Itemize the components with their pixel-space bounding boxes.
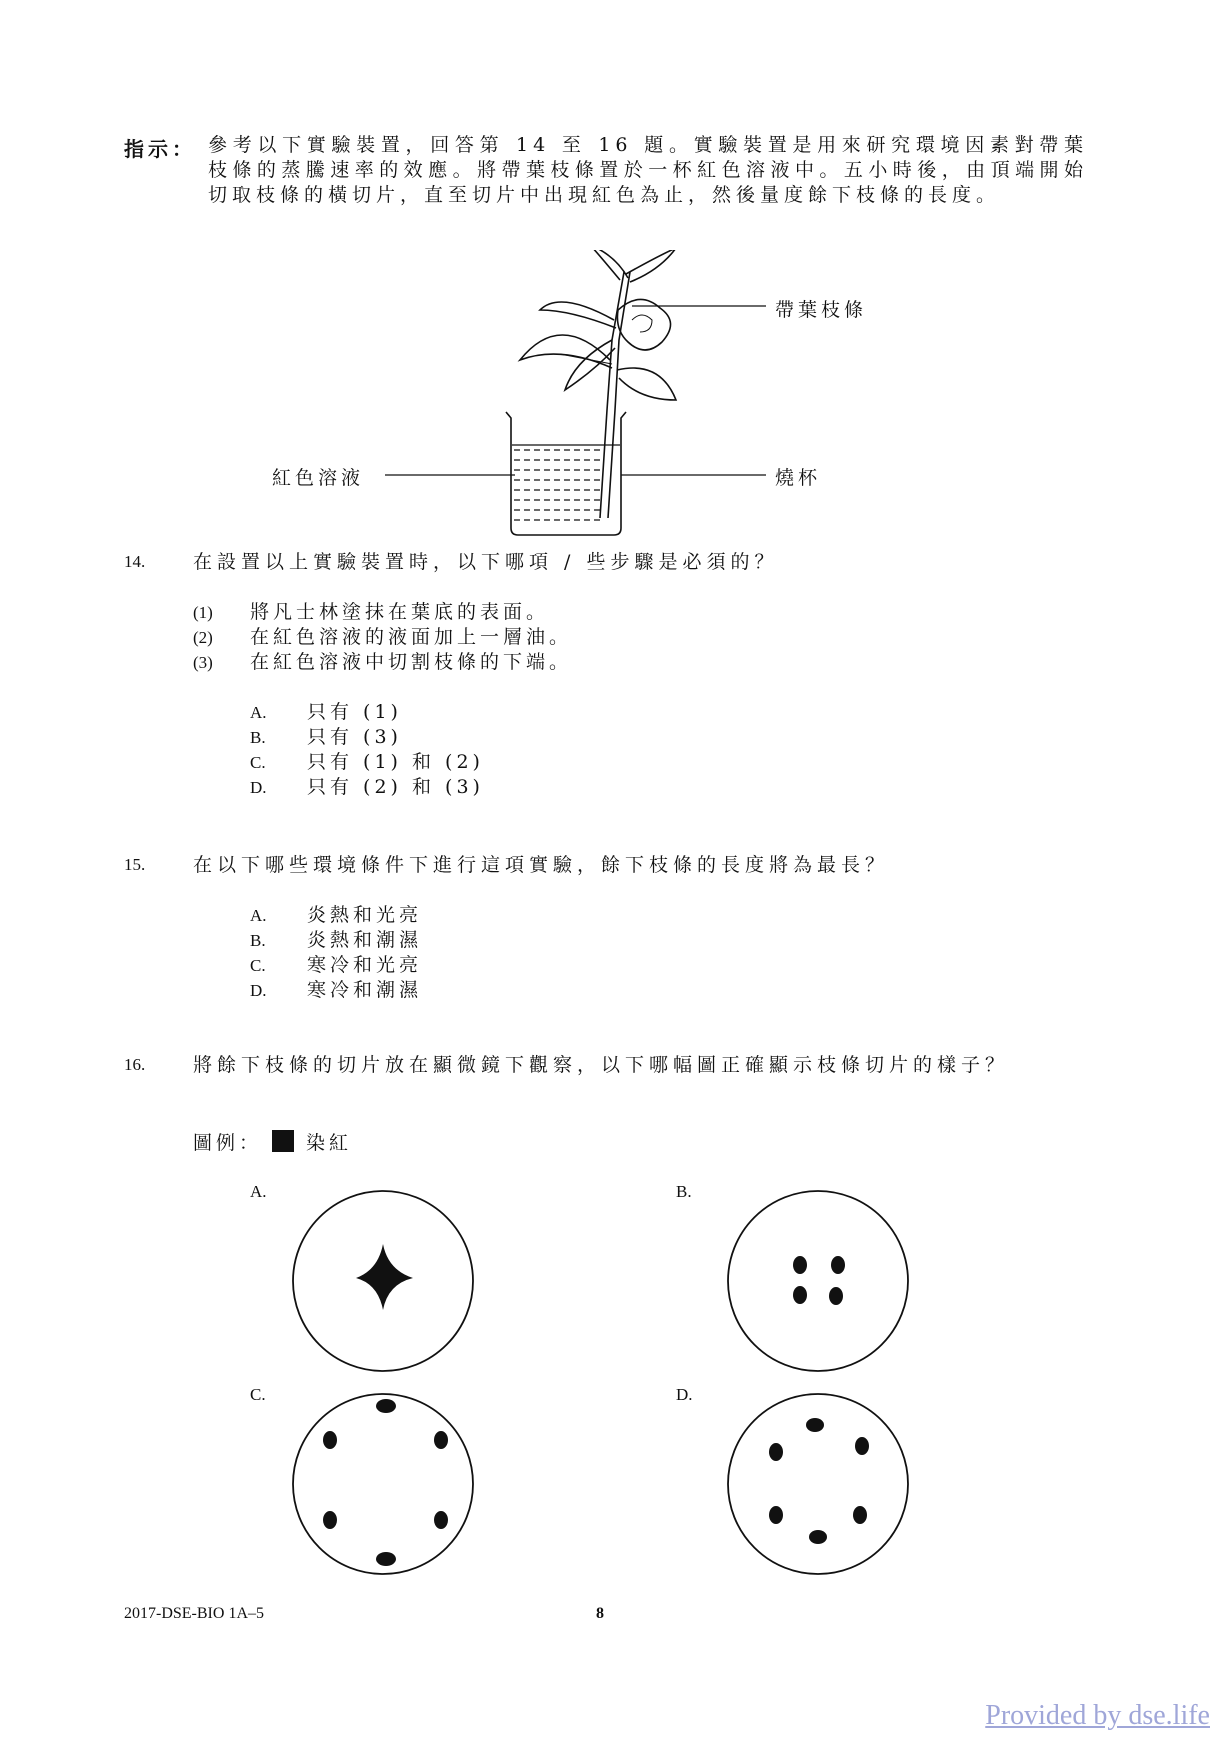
q15-text: 在以下哪些環境條件下進行這項實驗，餘下枝條的長度將為最長？ [193,854,890,876]
leafy-shoot [520,250,676,518]
q16-section-diagrams [0,1160,1228,1580]
q14-text: 在設置以上實驗裝置時，以下哪項 / 些步驟是必須的？ [193,551,779,573]
q14-option-a: A. 只有 (1) [250,701,402,723]
q16-choice-a-label: A. [250,1182,267,1201]
q16-choice-d-label: D. [676,1385,693,1404]
q15-option-a: A. 炎熱和光亮 [250,904,423,926]
instructions-label: 指示： [124,137,196,161]
q15-option-c: C. 寒冷和光亮 [250,954,423,976]
q15-option-d: D. 寒冷和潮濕 [250,979,423,1001]
q14-option-d: D. 只有 (2) 和 (3) [250,776,484,798]
watermark-link[interactable]: Provided by dse.life [985,1700,1210,1731]
q14-number: 14. [124,552,146,571]
red-solution [514,450,600,520]
section-c-circle [293,1394,473,1574]
paper-code: 2017-DSE-BIO 1A–5 [124,1605,264,1622]
q14-option-c: C. 只有 (1) 和 (2) [250,751,484,773]
solution-label: 紅色溶液 [272,467,365,489]
q16-choice-c-label: C. [250,1385,266,1404]
q14-statement-3: (3) 在紅色溶液中切割枝條的下端。 [193,651,573,673]
q14-option-b: B. 只有 (3) [250,726,402,748]
shoot-label: 帶葉枝條 [775,299,868,321]
q16-key-text: 染紅 [306,1132,353,1154]
q16-text: 將餘下枝條的切片放在顯微鏡下觀察，以下哪幅圖正確顯示枝條切片的樣子？ [193,1054,1010,1076]
q14-statement-2: (2) 在紅色溶液的液面加上一層油。 [193,626,573,648]
beaker-label: 燒杯 [775,467,822,489]
section-c-stains [323,1399,448,1566]
q16-choice-b-label: B. [676,1182,692,1201]
stained-key-swatch [272,1130,294,1152]
section-b-stains [793,1256,845,1305]
section-b-circle [728,1191,908,1371]
section-a-stain [356,1244,413,1310]
experiment-diagram [0,250,1228,540]
instructions-text: 參考以下實驗裝置，回答第 14 至 16 題。實驗裝置是用來研究環境因素對帶葉枝條的蒸騰速率的效應。將帶葉枝條置於一杯紅色溶液中。五小時後，由頂端開始切取枝條的橫切片，直至切片中出現紅色為止，然後量度餘下枝條的長度。 [208,134,1088,206]
q15-number: 15. [124,855,146,874]
q15-option-b: B. 炎熱和潮濕 [250,929,423,951]
q14-statement-1: (1) 將凡士林塗抹在葉底的表面。 [193,601,550,623]
section-d-stains [769,1418,869,1544]
page-number: 8 [596,1605,604,1622]
q16-number: 16. [124,1055,146,1074]
q16-key-label: 圖例： [193,1132,263,1154]
